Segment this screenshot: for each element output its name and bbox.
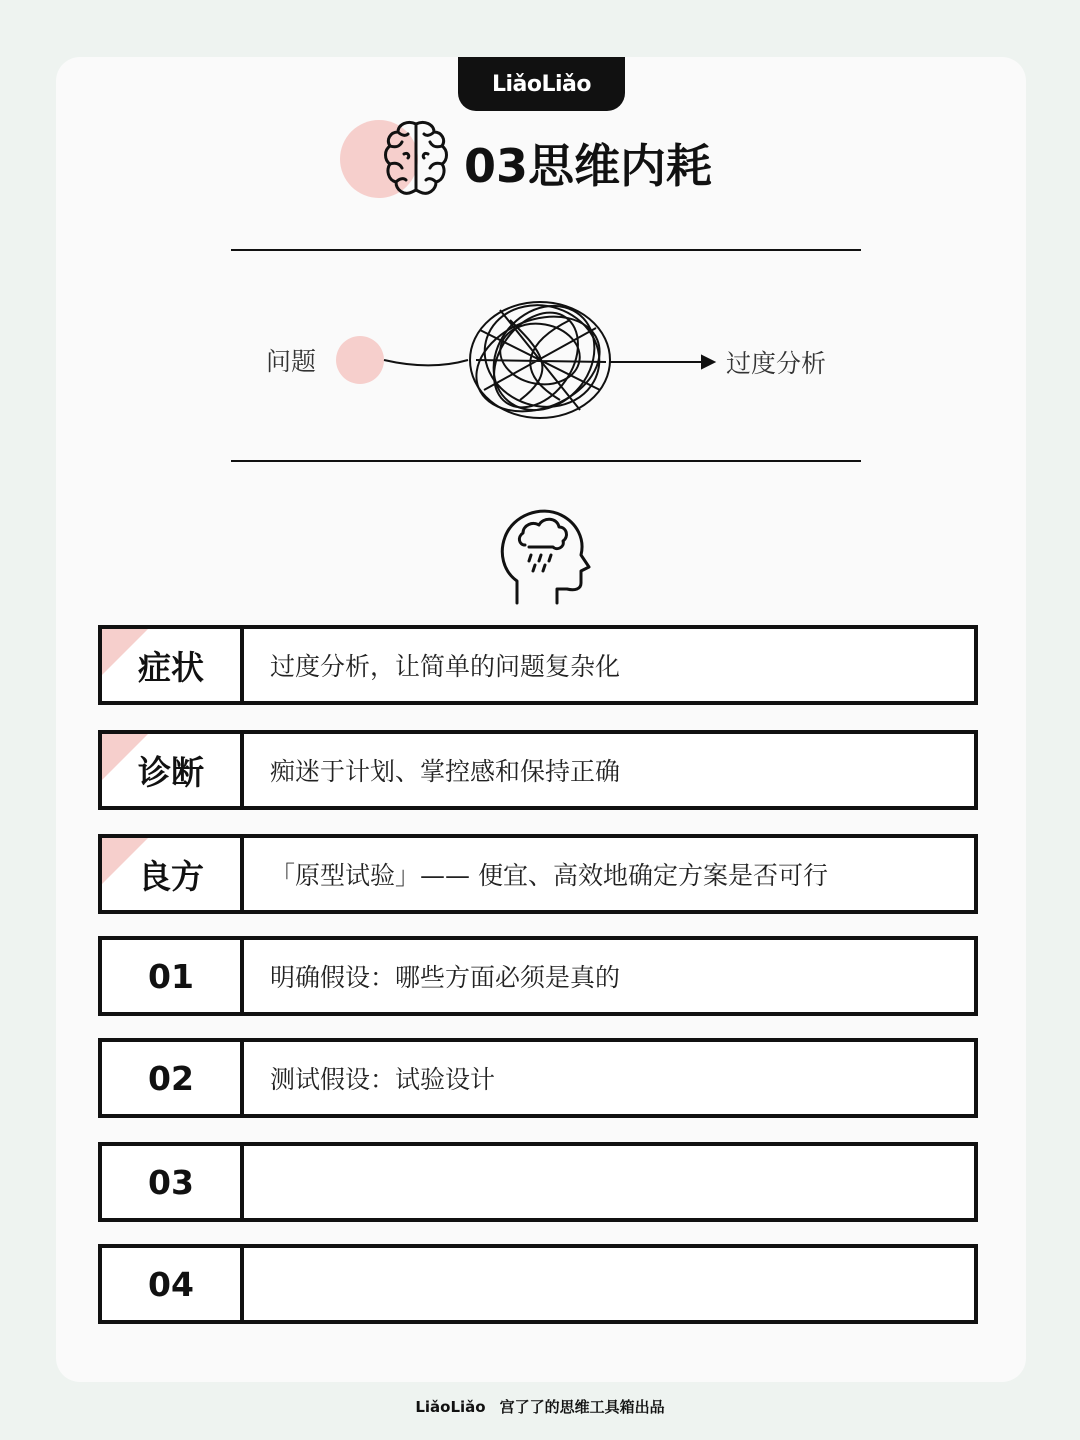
row-label-cell [102,1042,244,1114]
table-row-step-03 [98,1142,978,1222]
row-label: 02 [148,1058,194,1098]
row-label-cell [102,838,244,910]
row-label-cell [102,629,244,701]
stormy-head-icon [495,503,595,607]
row-text: 测试假设：试验设计 [270,1065,496,1094]
row-label: 04 [148,1264,194,1304]
row-label-cell [102,734,244,806]
brain-icon [380,118,452,200]
table-row-step-01 [98,936,978,1016]
row-text: 明确假设：哪些方面必须是真的 [270,963,621,992]
row-text: 过度分析，让简单的问题复杂化 [270,652,621,681]
row-label: 01 [148,956,194,996]
brand-logo: LiǎoLiǎo [458,57,625,111]
row-label: 诊断 [138,752,204,792]
row-label-cell [102,940,244,1012]
diagram-result-label: 过度分析 [726,349,827,378]
table-row-symptom [98,625,978,705]
row-label-cell [102,1248,244,1320]
tangle-illustration [380,290,720,430]
table-row-remedy [98,834,978,914]
table-row-step-04 [98,1244,978,1324]
footer-slogan: 宫了了的思维工具箱出品 [499,1398,665,1416]
title-block [340,118,760,200]
row-label: 症状 [138,647,204,687]
footer-logo: LiǎoLiǎo [415,1397,486,1416]
row-text: 痴迷于计划、掌控感和保持正确 [270,757,621,786]
divider-top [231,249,861,251]
page-title: 03思维内耗 [464,139,713,193]
table-row-step-02 [98,1038,978,1118]
row-label: 良方 [138,856,204,896]
table-row-diagnosis [98,730,978,810]
row-label-cell [102,1146,244,1218]
diagram-start-dot [336,336,384,384]
diagram-problem-label: 问题 [266,347,317,376]
row-text: 「原型试验」—— 便宜、高效地确定方案是否可行 [270,861,828,890]
divider-bottom [231,460,861,462]
row-label: 03 [148,1162,194,1202]
footer [0,1396,1080,1417]
